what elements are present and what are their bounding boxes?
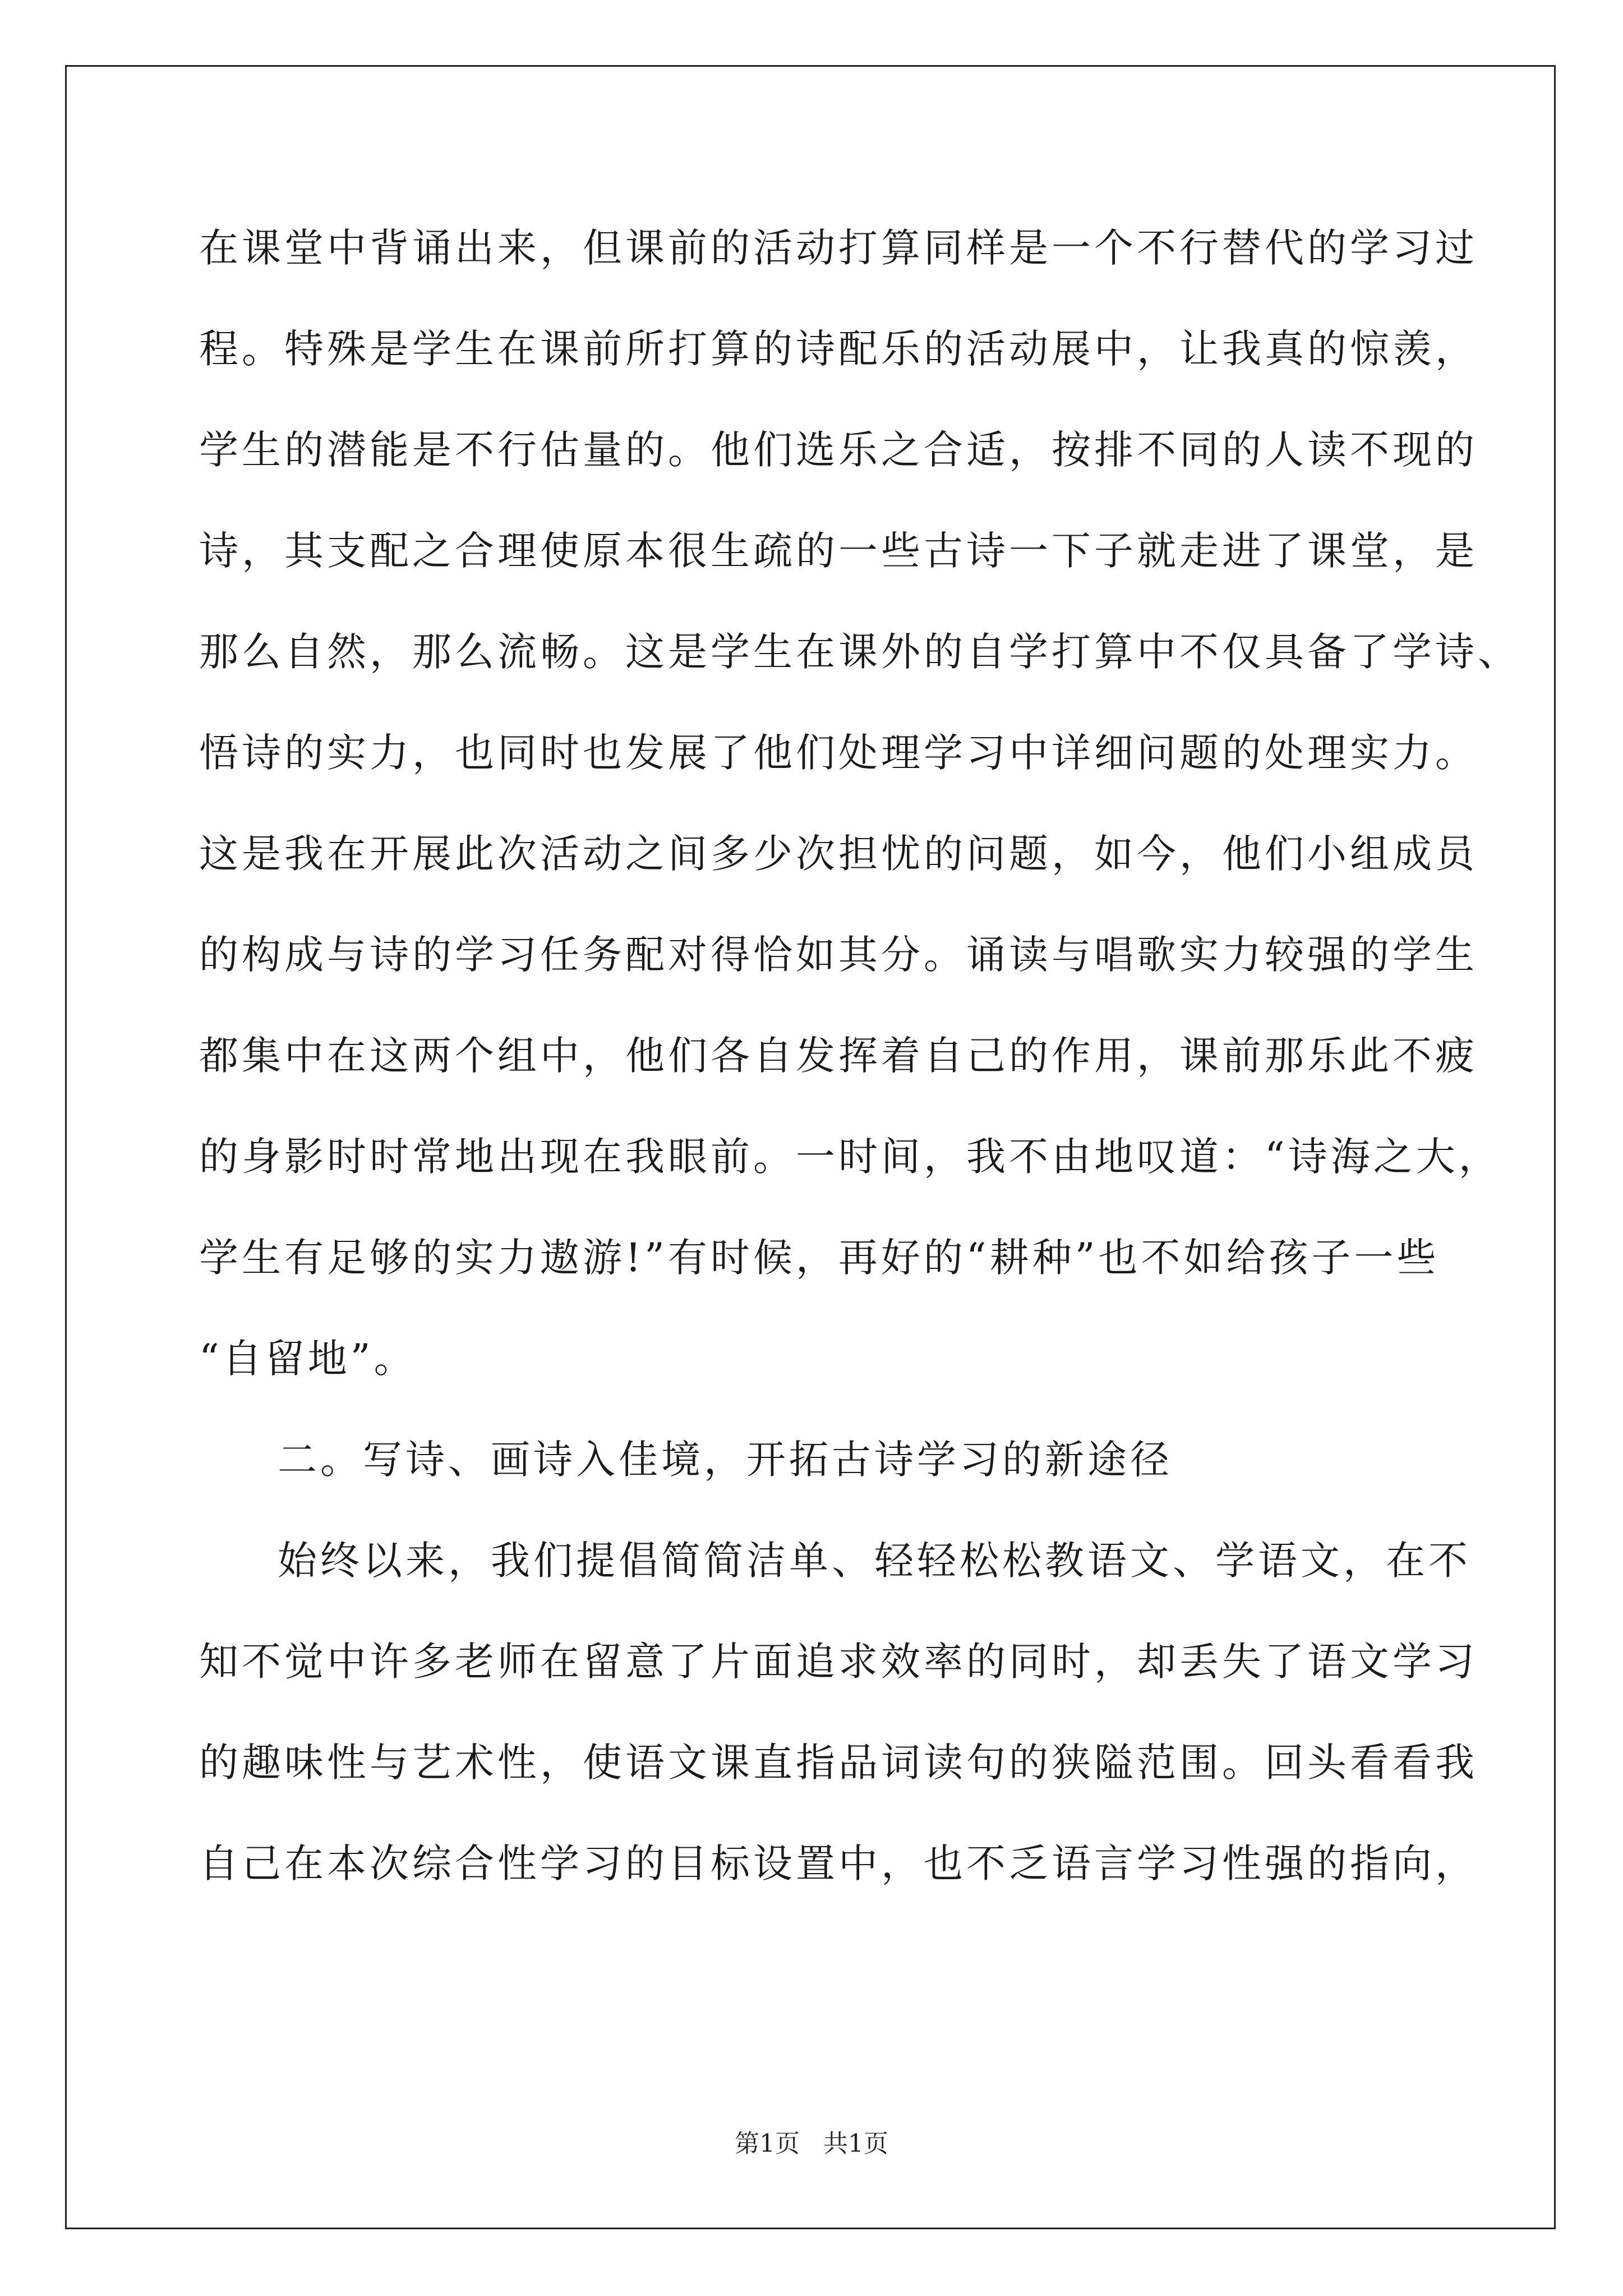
text-line: 学生的潜能是不行估量的。他们选乐之合适，按排不同的人读不现的 (199, 427, 1478, 473)
text-line: 悟诗的实力，也同时也发展了他们处理学习中详细问题的处理实力。 (199, 730, 1478, 776)
text-line: 都集中在这两个组中，他们各自发挥着自己的作用，课前那乐此不疲 (199, 1033, 1478, 1079)
text-line: “自留地”。 (199, 1336, 417, 1382)
text-line: 在课堂中背诵出来，但课前的活动打算同样是一个不行替代的学习过 (199, 225, 1478, 271)
text-line: 知不觉中许多老师在留意了片面追求效率的同时，却丢失了语文学习 (199, 1639, 1478, 1685)
text-line: 学生有足够的实力遨游!”有时候，再好的“耕种”也不如给孩子一些 (199, 1235, 1440, 1281)
paragraph-first-line: 始终以来，我们提倡简简洁单、轻轻松松教语文、学语文，在不 (278, 1538, 1471, 1584)
text-line: 的身影时时常地出现在我眼前。一时间，我不由地叹道：“诗海之大， (199, 1134, 1501, 1180)
text-line: 自己在本次综合性学习的目标设置中，也不乏语言学习性强的指向， (199, 1841, 1478, 1887)
text-line: 那么自然，那么流畅。这是学生在课外的自学打算中不仅具备了学诗、 (199, 629, 1520, 675)
page-footer: 第1页 共1页 (735, 2129, 888, 2158)
section-heading: 二。写诗、画诗入佳境，开拓古诗学习的新途径 (278, 1437, 1173, 1483)
document-body (199, 220, 1520, 1936)
text-line: 的构成与诗的学习任务配对得恰如其分。诵读与唱歌实力较强的学生 (199, 932, 1478, 978)
text-line: 这是我在开展此次活动之间多少次担忧的问题，如今，他们小组成员 (199, 831, 1478, 877)
text-line: 的趣味性与艺术性，使语文课直指品词读句的狭隘范围。回头看看我 (199, 1740, 1478, 1786)
text-line: 诗，其支配之合理使原本很生疏的一些古诗一下子就走进了课堂，是 (199, 528, 1478, 574)
text-line: 程。特殊是学生在课前所打算的诗配乐的活动展中，让我真的惊羡， (199, 326, 1478, 372)
